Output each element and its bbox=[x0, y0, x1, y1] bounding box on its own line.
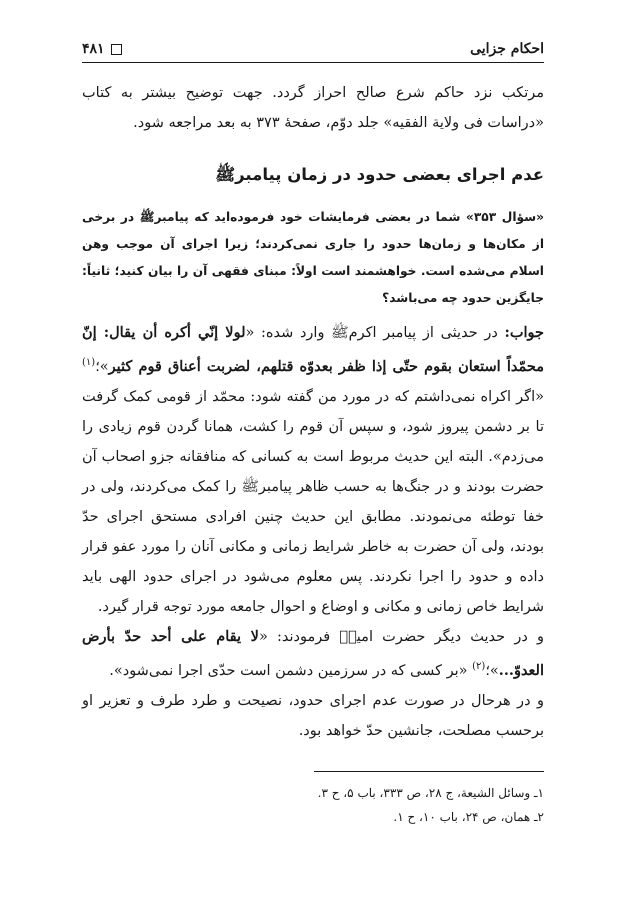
square-ornament-icon bbox=[111, 44, 122, 55]
answer-text-2c: «بر کسی که در سرزمین دشمن است حدّی اجرا نمی‌شود». bbox=[109, 662, 473, 679]
header-divider bbox=[82, 62, 544, 63]
page-number: ۴۸۱ bbox=[82, 41, 105, 57]
footnote-2: ۲ـ همان، ص ۲۴، باب ۱۰، ح ۱. bbox=[393, 810, 544, 824]
hadith-arabic-2: لا يقام على أحد حدّ بأرض العدوّ... bbox=[82, 627, 544, 679]
question-paragraph: «سؤال ۳۵۳» شما در بعضی فرمایشات خود فرموده‌اید که پیامبرﷺ در برخی از مکان‌ها و زمان‌ها حدود را جاری نمی‌کردند؛ زیرا اجرای آن موجب وهن اسلام می‌شده است. خواهشمند است اولاً: مبنای فقهی آن را بیان کنید؛ ثانیاً: جایگزین حدود چه می‌باشد؟ bbox=[82, 210, 544, 305]
answer-paragraph-3: و در هرحال در صورت عدم اجرای حدود، نصیحت و طرد طرف و تعزیر او برحسب مصلحت، جانشین حدّ خواهد بود. bbox=[82, 692, 544, 739]
answer-text-2b: »؛ bbox=[485, 662, 499, 679]
footnote-1: ۱ـ وسائل الشیعة، ج ۲۸، ص ۳۳۳، باب ۵، ح ۳. bbox=[317, 786, 544, 800]
answer-text-2a: و در حدیث دیگر حضرت امیرؑ فرمودند: « bbox=[258, 628, 544, 645]
page-number-group bbox=[82, 41, 122, 57]
footnote-divider bbox=[314, 771, 544, 772]
page-body bbox=[82, 78, 544, 746]
intro-paragraph: مرتکب نزد حاکم شرع صالح احراز گردد. جهت توضیح بیشتر به کتاب «دراسات فی ولایة الفقیه» جلد دوّم، صفحهٔ ۳۷۳ به بعد مراجعه شود. bbox=[82, 85, 544, 131]
section-heading: عدم اجرای بعضی حدود در زمان پیامبرﷺ bbox=[215, 165, 544, 184]
running-title: احکام جزایی bbox=[470, 41, 544, 57]
hadith-arabic-1: لولا إنّي أكره أن يقال: إنّ محمّداً استعان بقوم حتّى إذا ظفر بعدوّه قتلهم، لضربت أعناق قوم كثير bbox=[82, 324, 544, 375]
answer-text-1c: «اگر اکراه نمی‌داشتم که در مورد من گفته شود: محمّد از قومی کمک گرفت تا بر دشمن پیروز شود، و سپس آن قوم را کشت، همانا گردن قوم زیادی را می‌زدم». البته این حدیث مربوط است به کسانی که منافقانه جزو اصحاب آن حضرت بودند و در جنگ‌ها به حسب ظاهر پیامبرﷺ را کمک می‌کردند، ولی در خفا توطئه می‌نمودند. مطابق این حدیث چنین افرادی مستحق اجرای حدّ بودند، ولی آن حضرت به خاطر شرایط زمانی و مکانی آنان را مورد عفو قرار داده و حدود را اجرا نکردند. پس معلوم می‌شود در اجرای حدود الهی باید شرایط خاص زمانی و مکانی و اوضاع و احوال جامعه مورد توجه قرار گیرد. bbox=[82, 388, 544, 615]
footnote-ref-1[interactable]: (۱) bbox=[82, 357, 96, 368]
answer-text-1b: »؛ bbox=[95, 358, 109, 375]
answer-paragraph-1 bbox=[82, 318, 544, 622]
footnote-ref-2[interactable]: (۲) bbox=[472, 660, 486, 672]
page-header bbox=[82, 38, 544, 60]
answer-label: جواب: bbox=[504, 324, 544, 341]
answer-paragraph-2 bbox=[82, 622, 544, 686]
footnotes bbox=[82, 781, 544, 829]
answer-text-1a: در حدیثی از پیامبر اکرمﷺ وارد شده: « bbox=[245, 325, 505, 341]
